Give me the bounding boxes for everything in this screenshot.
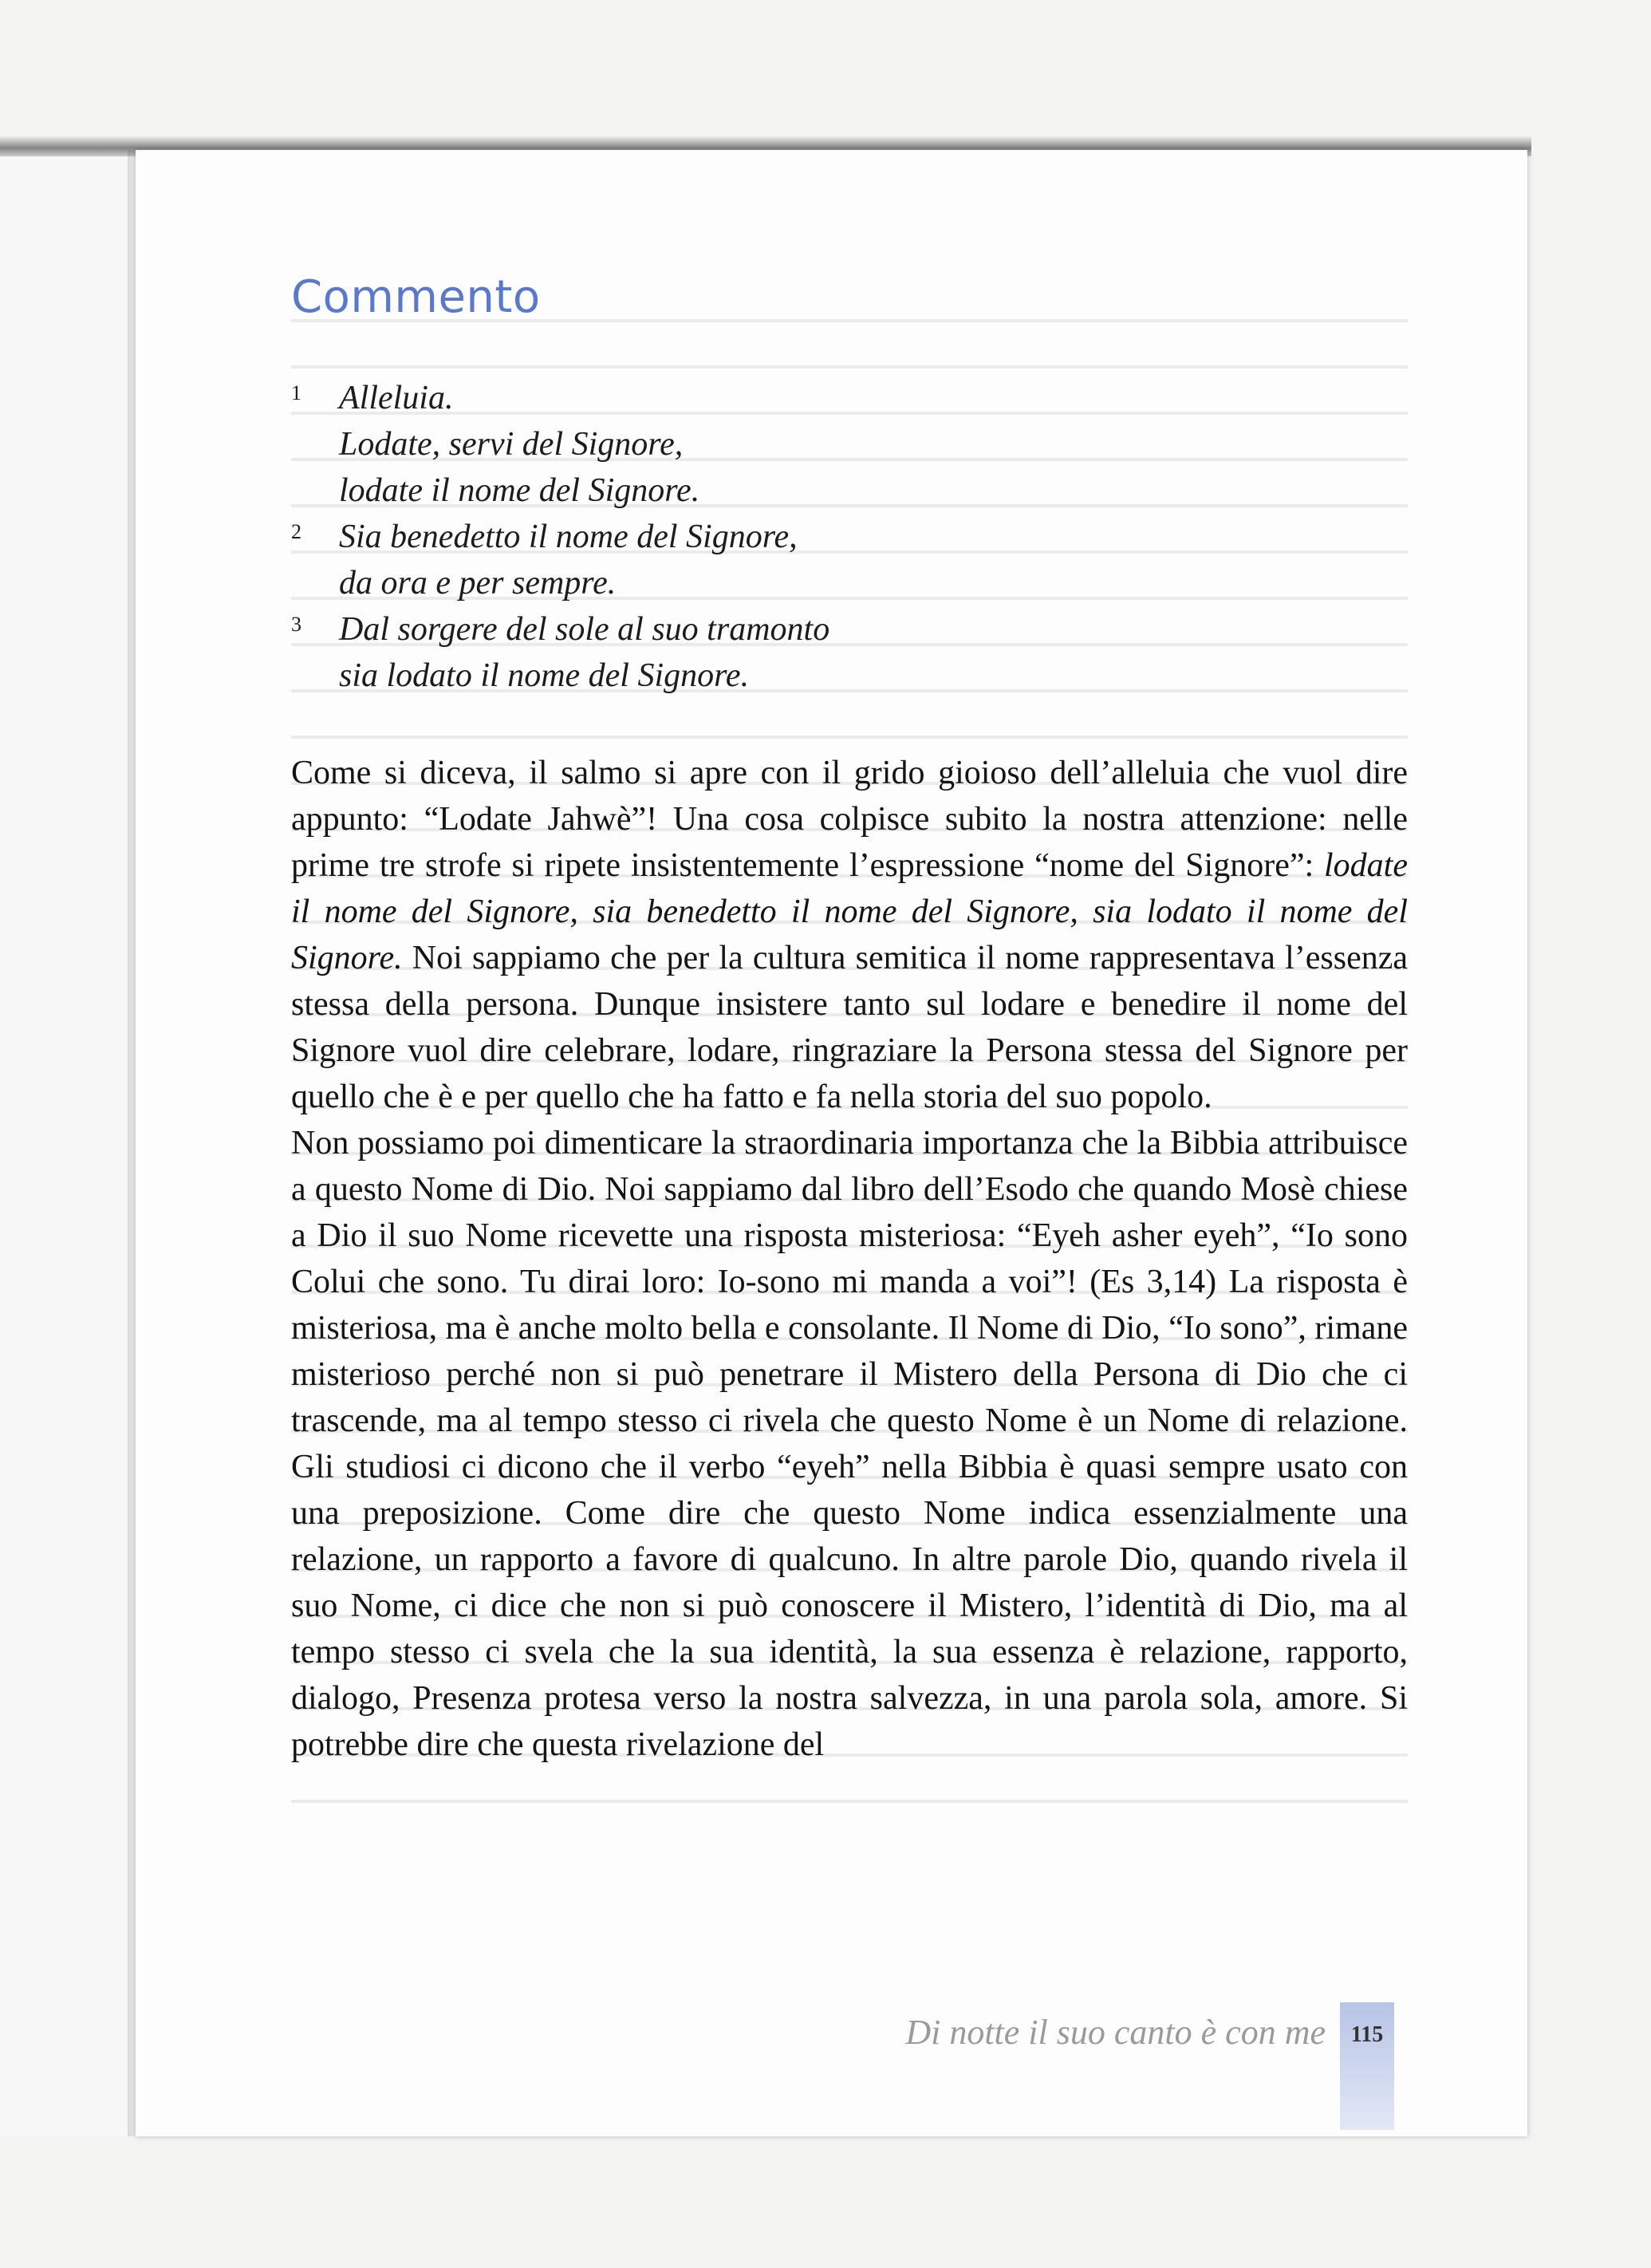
commentary-body <box>291 750 1408 1768</box>
verse-line <box>291 560 829 606</box>
verse-number: 1 <box>291 381 301 404</box>
verse-number: 3 <box>291 613 301 636</box>
verse-line <box>291 514 829 560</box>
verse-line <box>291 421 829 467</box>
paragraph: Non possiamo poi dimenticare la straordinaria importanza che la Bibbia attribuisce a questo Nome di Dio. Noi sappiamo dal libro dell’Esodo che quando Mosè chiese a Dio il suo Nome ricevette una risposta misteriosa: “Eyeh asher eyeh”, “Io sono Colui che sono. Tu dirai loro: Io-sono mi manda a voi”! (Es 3,14) La risposta è misteriosa, ma è anche molto bella e consolante. Il Nome di Dio, “Io sono”, rimane misterioso perché non si può penetrare il Mistero della Persona di Dio che ci trascende, ma al tempo stesso ci rivela che questo Nome è un Nome di relazione. Gli studiosi ci dicono che il verbo “eyeh” nella Bibbia è quasi sempre usato con una preposizione. Come dire che questo Nome indica essenzialmente una relazione, un rapporto a favore di qualcuno. In altre parole Dio, quando rivela il suo Nome, ci dice che non si può conoscere il Mistero, l’identità di Dio, ma al tempo stesso ci svela che la sua identità, la sua essenza è relazione, rapporto, dialogo, Presenza protesa verso la nostra salvezza, in una parola sola, amore. Si potrebbe dire che questa rivelazione del <box>291 1125 1408 1763</box>
verse-line <box>291 375 829 421</box>
paragraph-rest: Noi sappiamo che per la cultura semitica il nome rappresentava l’essenza stessa della persona. Dunque insistere tanto sul lodare e benedire il nome del Signore vuol dire celebrare, lodare, ringraziare la Persona stessa del Signore per quello che è e per quello che ha fatto e fa nella storia del suo popolo. <box>291 940 1408 1115</box>
paragraph-intro: Come si diceva, il salmo si apre con il grido gioioso dell’alleluia che vuol dire appunto: “Lodate Jahwè”! Una cosa colpisce subito la nostra attenzione: nelle prime tre strofe si ripete insistentemente l’espressione “nome del Signore”: <box>291 755 1408 884</box>
verse-text: Sia benedetto il nome del Signore, <box>339 519 798 555</box>
verse-text: sia lodato il nome del Signore. <box>339 657 750 694</box>
paragraph <box>291 750 1408 1120</box>
running-footer-title: Di notte il suo canto è con me <box>905 2013 1326 2052</box>
verse-line <box>291 467 829 514</box>
psalm-verses <box>291 375 829 699</box>
italic-quote: lodate il nome del Signore, sia benedetto il nome del Signore, sia lodato il nome del Signore. <box>291 847 1408 976</box>
page-number-tab <box>1340 2002 1394 2130</box>
facing-page-edge <box>0 150 130 2136</box>
verse-text: da ora e per sempre. <box>339 565 617 602</box>
verse-text: Lodate, servi del Signore, <box>339 426 684 463</box>
verse-line <box>291 606 829 653</box>
verse-text: Dal sorgere del sole al suo tramonto <box>339 611 830 648</box>
verse-line <box>291 653 829 699</box>
page-number: 115 <box>1350 2022 1384 2047</box>
verse-text: Alleluia. <box>339 380 454 416</box>
verse-number: 2 <box>291 520 301 543</box>
verse-text: lodate il nome del Signore. <box>339 472 700 509</box>
section-heading: Commento <box>291 271 541 323</box>
